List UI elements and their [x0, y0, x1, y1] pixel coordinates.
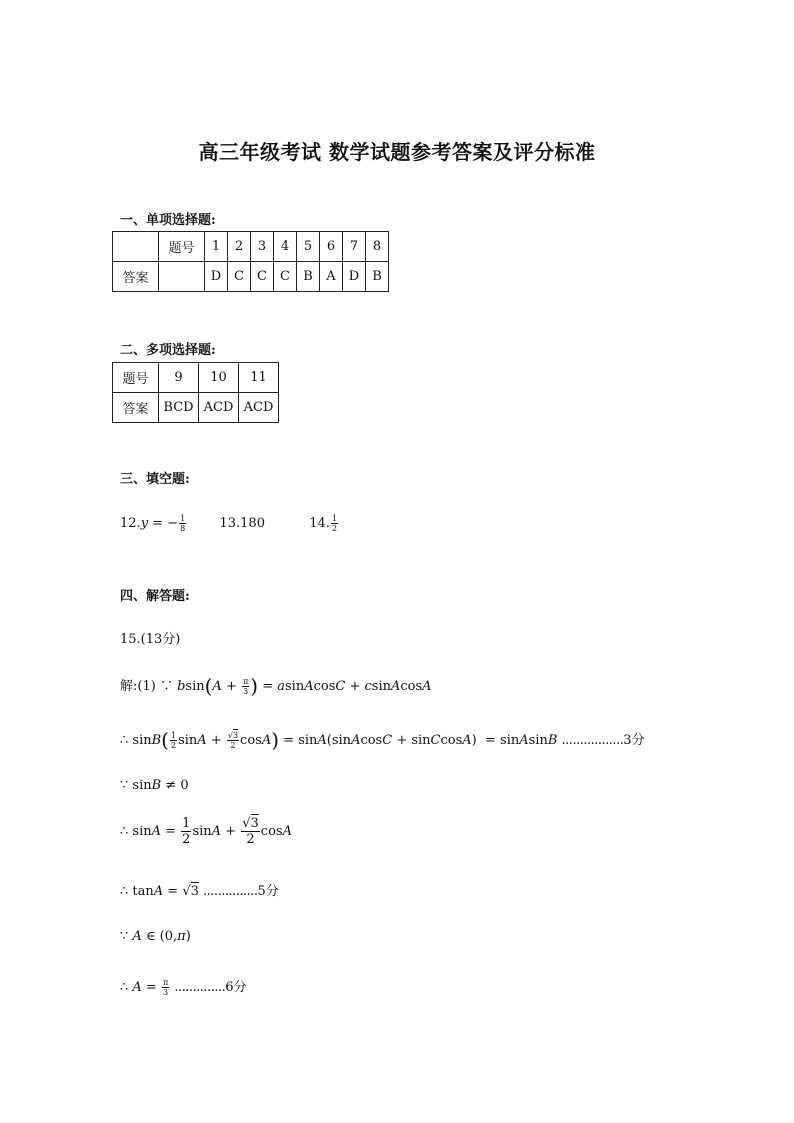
table-cell-answer: B [366, 262, 389, 292]
solution-line-3: ∵ sinB ≠ 0 [120, 778, 189, 793]
table-row [113, 363, 279, 393]
table-cell-answer: A [320, 262, 343, 292]
score-marker: 3分 [623, 733, 645, 748]
part-label: (1) [137, 679, 156, 694]
solution-line-5: ∴ tanA = √3 ...............5分 [120, 884, 279, 899]
table-cell-answer: ACD [239, 393, 279, 423]
table-cell-answer: BCD [159, 393, 199, 423]
table-cell-answer: C [251, 262, 274, 292]
table-cell-answer: D [343, 262, 366, 292]
table-cell-number: 1 [205, 232, 228, 262]
table-cell-number: 10 [199, 363, 239, 393]
solution-line-6: ∵ A ∈ (0,π) [120, 929, 191, 944]
table-row [113, 232, 389, 262]
answer-13: 13.180 [219, 516, 265, 531]
fill-in-answers: 12.y = − $\frac{1}{8}$ 13.180 14. $\frac{1}{2}$ [120, 514, 338, 533]
table-cell-empty [159, 262, 205, 292]
table-cell-number: 3 [251, 232, 274, 262]
table-row [113, 262, 389, 292]
table-row [113, 393, 279, 423]
table-cell-header: 题号 [113, 363, 159, 393]
question-15-header: 15.(13分) [120, 632, 181, 647]
solution-line-4: ∴ sinA = $\frac{1}{2}$ sinA + $\frac{√3}{2}$ cosA [120, 816, 292, 847]
table-cell-number: 8 [366, 232, 389, 262]
table-cell-number: 9 [159, 363, 199, 393]
solution-line-1: 解:(1) ∵ bsin(A + $\frac{\pi}{3}$ ) = asinAcosC + csinAcosA [120, 674, 432, 698]
table-cell-answer: B [297, 262, 320, 292]
table-cell-number: 2 [228, 232, 251, 262]
section-heading-multiple-choice: 二、多项选择题: [120, 343, 216, 358]
table-cell-answer: C [274, 262, 297, 292]
solution-label: 解: [120, 679, 138, 694]
table-cell-empty [113, 232, 159, 262]
table-cell-number: 11 [239, 363, 279, 393]
table-cell-number: 6 [320, 232, 343, 262]
solution-line-7: ∴ A = $\frac{\pi}{3}$ ..............6分 [120, 978, 247, 997]
single-choice-answer-table [112, 231, 389, 292]
answer-12-label: 12. [120, 516, 141, 531]
table-cell-number: 4 [274, 232, 297, 262]
score-marker: 5分 [257, 884, 279, 899]
table-cell-number: 5 [297, 232, 320, 262]
table-cell-answer: C [228, 262, 251, 292]
table-cell-number: 7 [343, 232, 366, 262]
section-heading-solutions: 四、解答题: [120, 589, 190, 604]
score-marker: 6分 [225, 980, 247, 995]
table-cell-header: 题号 [159, 232, 205, 262]
table-cell-header: 答案 [113, 393, 159, 423]
table-cell-answer: ACD [199, 393, 239, 423]
page-title: 高三年级考试 数学试题参考答案及评分标准 [198, 140, 596, 164]
multiple-choice-answer-table [112, 362, 279, 423]
solution-line-2: ∴ sinB( $\frac{1}{2}$ sinA + $\frac{√3}{2}$ cosA) = sinA(sinAcosC + sinCcosA) = sinAsinB .................3分 [120, 728, 645, 752]
section-heading-fill-in: 三、填空题: [120, 472, 190, 487]
answer-14-label: 14. [309, 516, 330, 531]
table-cell-answer: D [205, 262, 228, 292]
section-heading-single-choice: 一、单项选择题: [120, 213, 216, 228]
table-cell-header: 答案 [113, 262, 159, 292]
